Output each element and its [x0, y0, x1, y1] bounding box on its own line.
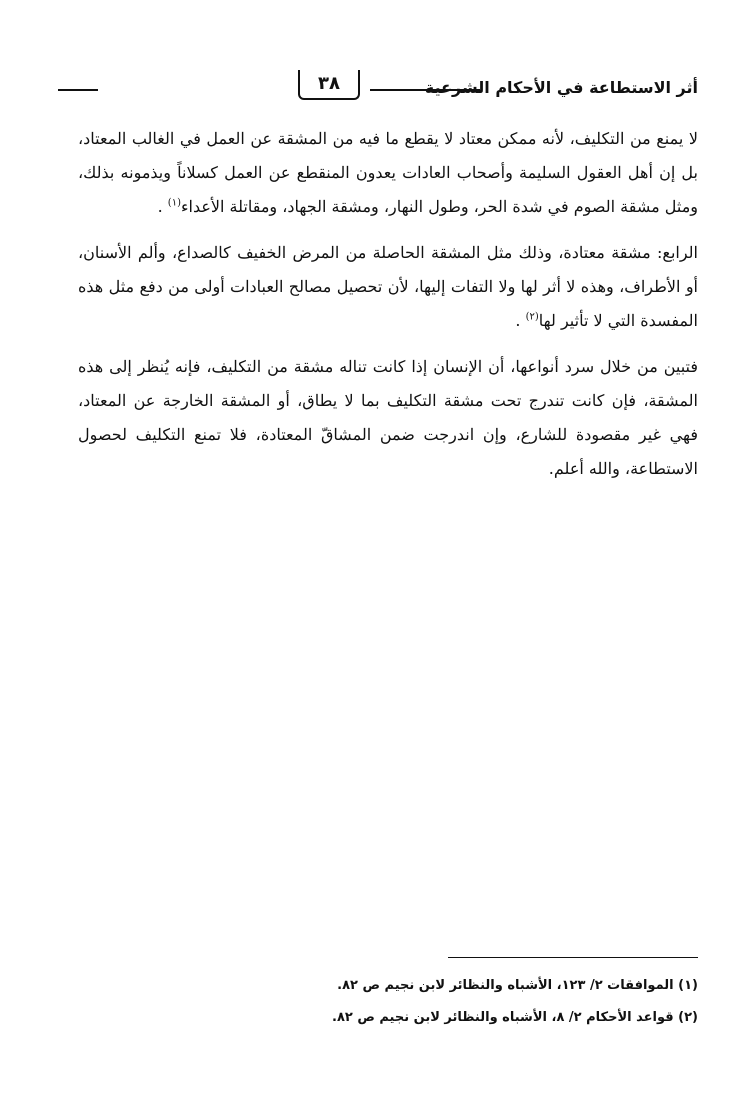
- paragraph-2-text: الرابع: مشقة معتادة، وذلك مثل المشقة الحاصلة من المرض الخفيف كالصداع، وألم الأسنان، أو الأطراف، وهذه لا أثر لها ولا التفات إليها، لأن تحصيل مصالح العبادات أولى من دفع مثل هذه المفسدة التي لا تأثير لها: [78, 243, 698, 330]
- footnote-ref-2: (٢): [525, 311, 539, 323]
- footnote-ref-1: (١): [167, 197, 181, 209]
- footnote-2: (٢) قواعد الأحكام ٢/ ٨، الأشباه والنظائر لابن نجيم ص ٨٢.: [331, 1010, 698, 1025]
- body-text: [78, 122, 698, 498]
- paragraph-1-text: لا يمنع من التكليف، لأنه ممكن معتاد لا يقطع ما فيه من المشقة عن العمل في الغالب المعتاد، بل إن أهل العقول السليمة وأصحاب العادات يعدون المنقطع عن العمل كسلاناً ويذمونه بذلك، ومثل مشقة الصوم في شدة الحر، وطول النهار، ومشقة الجهاد، ومقاتلة الأعداء: [78, 129, 699, 216]
- page-number: ٣٨: [298, 70, 360, 100]
- page-header: [58, 70, 698, 110]
- footnotes: [200, 970, 698, 1034]
- paragraph-3: فتبين من خلال سرد أنواعها، أن الإنسان إذا كانت تناله مشقة من التكليف، فإنه يُنظر إلى هذه المشقة، فإن كانت تندرج تحت مشقة التكليف بما لا يطاق، أو المشقة الخارجة عن المعتاد، فهي غير مقصودة للشارع، وإن اندرجت ضمن المشاقّ المعتادة، فلا تمنع التكليف لحصول الاستطاعة، والله أعلم.: [78, 357, 698, 478]
- paragraph-1-end: .: [157, 197, 163, 216]
- paragraph-2: [78, 236, 698, 338]
- paragraph-1: [78, 122, 698, 224]
- paragraph-2-end: .: [515, 311, 521, 330]
- header-rule-left: [58, 89, 98, 91]
- footnote-1: (١) الموافقات ٢/ ١٢٣، الأشباه والنظائر لابن نجيم ص ٨٢.: [337, 978, 698, 993]
- running-title: أثر الاستطاعة في الأحكام الشرعية: [424, 78, 698, 97]
- footnote-separator: [448, 957, 698, 958]
